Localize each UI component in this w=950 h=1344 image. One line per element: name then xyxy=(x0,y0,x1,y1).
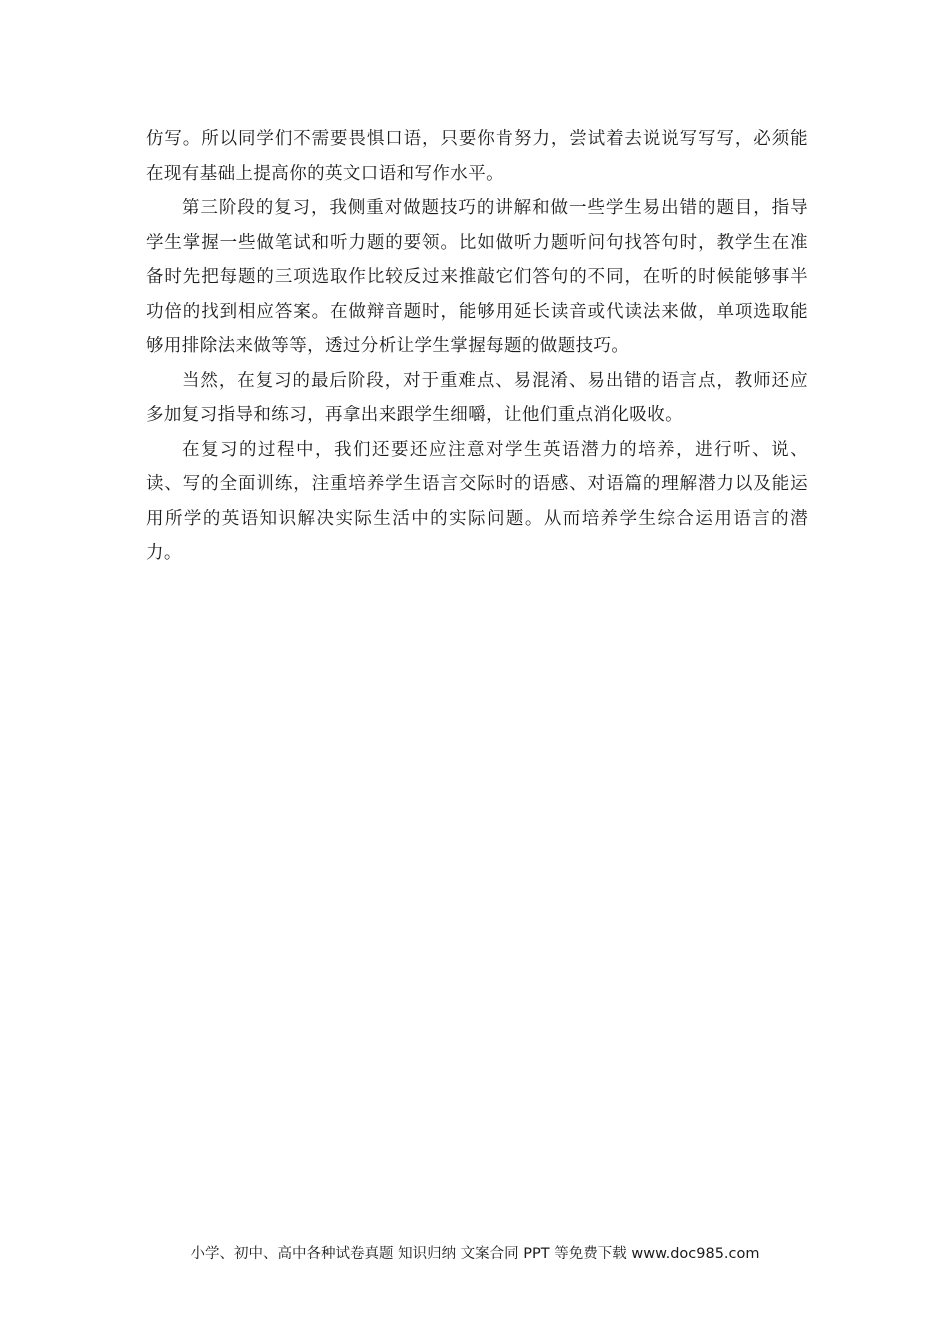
paragraph-3: 当然，在复习的最后阶段，对于重难点、易混淆、易出错的语言点，教师还应多加复习指导和练习，再拿出来跟学生细嚼，让他们重点消化吸收。 xyxy=(146,370,808,425)
paragraph-4: 在复习的过程中，我们还要还应注意对学生英语潜力的培养，进行听、说、读、写的全面训练，注重培养学生语言交际时的语感、对语篇的理解潜力以及能运用所学的英语知识解决实际生活中的实际问题。从而培养学生综合运用语言的潜力。 xyxy=(146,439,808,563)
paragraph-1: 仿写。所以同学们不需要畏惧口语，只要你肯努力，尝试着去说说写写写，必须能在现有基础上提高你的英文口语和写作水平。 xyxy=(146,129,808,184)
paragraph-2: 第三阶段的复习，我侧重对做题技巧的讲解和做一些学生易出错的题目，指导学生掌握一些做笔试和听力题的要领。比如做听力题听问句找答句时，教学生在准备时先把每题的三项选取作比较反过来推敲它们答句的不同，在听的时候能够事半功倍的找到相应答案。在做辩音题时，能够用延长读音或代读法来做，单项选取能够用排除法来做等等，透过分析让学生掌握每题的做题技巧。 xyxy=(146,198,808,356)
page-footer: 小学、初中、高中各种试卷真题 知识归纳 文案合同 PPT 等免费下载 www.doc985.com xyxy=(190,1246,760,1262)
document-body xyxy=(146,122,808,571)
